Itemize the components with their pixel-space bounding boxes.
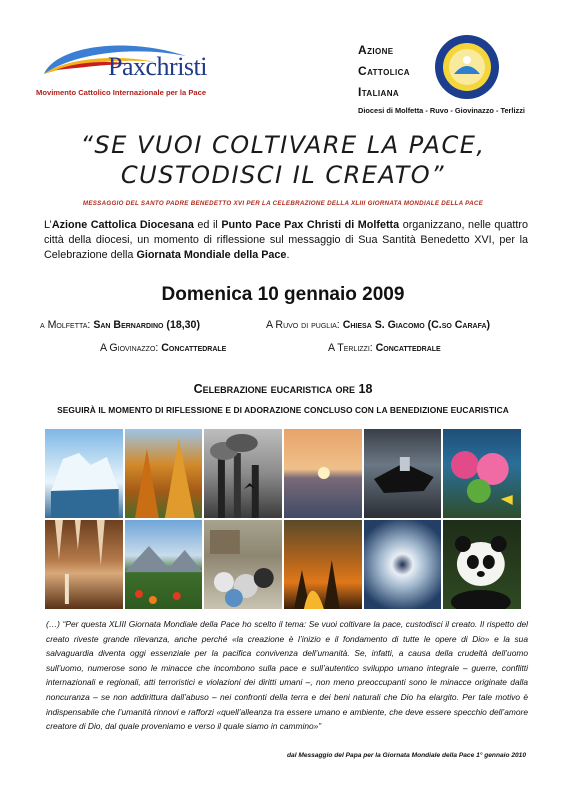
location-label: A Ruvo di puglia: xyxy=(266,319,343,331)
location-molfetta xyxy=(40,319,200,331)
intro-text-4: . xyxy=(286,249,290,261)
intro-text-3: organizzano, nelle quattro città della diocesi, un momento di riflessione sul messaggio di Sua Santità Benedetto XVI, per la Celebrazione della xyxy=(44,219,529,261)
diocese-line: Diocesi di Molfetta - Ruvo - Giovinazzo - Terlizzi xyxy=(358,106,525,115)
location-ruvo xyxy=(266,319,490,331)
quote-source: dal Messaggio del Papa per la Giornata Mondiale della Pace 1° gennaio 2010 xyxy=(287,752,526,759)
location-label: A Terlizzi: xyxy=(328,342,376,354)
location-label: A Giovinazzo: xyxy=(100,342,162,354)
photo-glacier xyxy=(45,429,123,518)
photo-panda xyxy=(443,520,521,609)
intro-text-2: ed il xyxy=(193,219,222,231)
following-note: SEGUIRÀ IL MOMENTO DI RIFLESSIONE E DI ADORAZIONE CONCLUSO CON LA BENEDIZIONE EUCARISTICA xyxy=(57,405,509,415)
papal-quote: (…) “Per questa XLIII Giornata Mondiale della Pace ho scelto il tema: Se vuoi coltivare la pace, custodisci il creato. Il rispetto del creato riveste grande rilevanza, anche perché «la creazione è l’inizio e il fondamento di tutte le opere di Dio» e la sua salvaguardia diventa oggi essenziale per la pacifica convivenza dell’umanità. Se, infatti, a causa della crudeltà dell’uomo sull’uomo, numerose sono le minacce che incombono sulla pace e sull’autentico sviluppo umano integrale – guerre, conflitti internazionali e regionali, atti terroristici e violazioni dei diritti umani –, non meno preoccupanti sono le minacce originate dalla noncuranza – se non addirittura dall’abuso – nei confronti della terra e dei beni naturali che Dio ha elargito. Per tale motivo è indispensabile che l’umanità rinnovi e rafforzi «quell’alleanza tra essere umano e ambiente, che deve essere specchio dell’amore creatore di Dio, dal quale proveniamo e verso il quale siamo in cammino»” xyxy=(46,619,528,732)
ac-line-3: Italiana xyxy=(358,85,400,99)
location-place: Concattedrale xyxy=(375,342,441,354)
photo-mountain-meadow xyxy=(125,520,203,609)
subtitle: MESSAGGIO DEL SANTO PADRE BENEDETTO XVI PER LA CELEBRAZIONE DELLA XLIII GIORNATA MONDIALE DELLA PACE xyxy=(82,200,484,207)
intro-text-1: L’ xyxy=(44,219,52,231)
location-place: Concattedrale xyxy=(161,342,227,354)
location-place: San Bernardino (18,30) xyxy=(93,319,200,331)
intro-bold-3: Giornata Mondiale della Pace xyxy=(136,249,287,261)
photo-grid xyxy=(45,429,521,609)
azione-cattolica-header xyxy=(358,40,538,120)
azione-cattolica-seal-icon xyxy=(434,34,500,100)
location-place: Chiesa S. Giacomo (C.so Carafa) xyxy=(342,319,491,331)
photo-sunset-sea xyxy=(284,429,362,518)
intro-paragraph xyxy=(44,218,528,263)
azione-cattolica-title xyxy=(358,40,410,103)
date-heading: Domenica 10 gennaio 2009 xyxy=(161,284,405,305)
pax-christi-name: Paxchristi xyxy=(108,52,207,81)
photo-forest-fire xyxy=(284,520,362,609)
photo-hurricane xyxy=(364,520,442,609)
photo-garbage-heap xyxy=(204,520,282,609)
photo-autumn-forest xyxy=(125,429,203,518)
pax-christi-tagline: Movimento Cattolico Internazionale per la Pace xyxy=(36,88,207,97)
ac-line-1: Azione xyxy=(358,43,394,57)
photo-oil-spill xyxy=(364,429,442,518)
photo-coral-reef xyxy=(443,429,521,518)
ac-line-2: Cattolica xyxy=(358,64,410,78)
celebration-heading: Celebrazione eucaristica ore 18 xyxy=(193,382,373,396)
location-terlizzi xyxy=(328,342,441,354)
photo-cave xyxy=(45,520,123,609)
photo-industrial-smoke xyxy=(204,429,282,518)
main-title-line-1: “SE VUOI COLTIVARE LA PACE, xyxy=(80,131,486,159)
main-title-line-2: CUSTODISCI IL CREATO” xyxy=(120,161,446,189)
intro-bold-2: Punto Pace Pax Christi di Molfetta xyxy=(221,219,400,231)
intro-bold-1: Azione Cattolica Diocesana xyxy=(51,219,194,231)
main-title xyxy=(30,130,536,190)
pax-christi-logo xyxy=(36,40,246,102)
location-label: a Molfetta: xyxy=(40,319,94,331)
location-giovinazzo xyxy=(100,342,226,354)
